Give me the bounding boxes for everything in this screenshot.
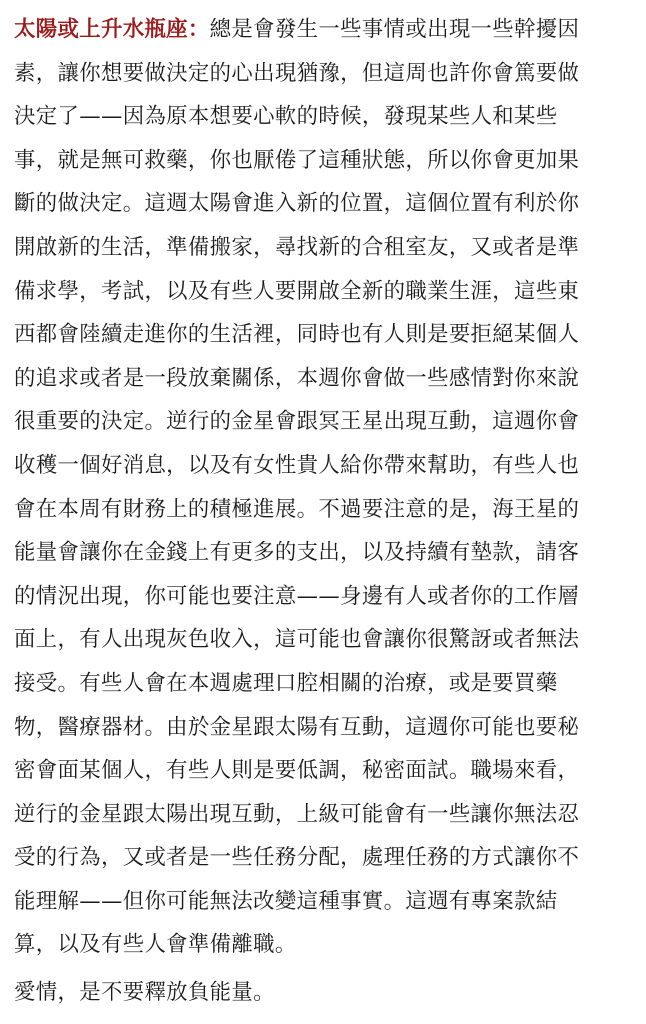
article-line-22: 算，以及有些人會準備離職。 [14,932,297,958]
article-line-9: 的追求或者是一段放棄關係，本週你會做一些感情對你來說 [14,365,580,391]
article-line-17: 物，醫療器材。由於金星跟太陽有互動，這週你可能也要秘 [14,714,580,740]
article-line-13: 能量會讓你在金錢上有更多的支出，以及持續有墊款，請客 [14,540,580,566]
article-text: 總是會發生一些事情或出現一些幹擾因 [209,17,580,42]
article-line-15: 面上，有人出現灰色收入，這可能也會讓你很驚訝或者無法 [14,627,580,653]
article-line-3: 決定了——因為原本想要心軟的時候，發現某些人和某些 [14,104,558,130]
article-line-5: 斷的做決定。這週太陽會進入新的位置，這個位置有利於你 [14,191,580,217]
horoscope-article [14,0,634,1015]
article-line-14: 的情況出現，你可能也要注意——身邊有人或者你的工作層 [14,583,580,609]
article-line-10: 很重要的決定。逆行的金星會跟冥王星出現互動，這週你會 [14,409,580,435]
article-line-11: 收穫一個好消息，以及有女性貴人給你帶來幫助，有些人也 [14,452,580,478]
article-line-18: 密會面某個人，有些人則是要低調，秘密面試。職場來看， [14,758,580,784]
article-line-19: 逆行的金星跟太陽出現互動，上級可能會有一些讓你無法忍 [14,801,580,827]
love-line: 愛情，是不要釋放負能量。 [14,980,275,1006]
article-line-21: 能理解——但你可能無法改變這種事實。這週有專案款結 [14,888,558,914]
article-line-12: 會在本周有財務上的積極進展。不過要注意的是，海王星的 [14,496,580,522]
article-line-16: 接受。有些人會在本週處理口腔相關的治療，或是要買藥 [14,670,558,696]
article-line-6: 開啟新的生活，準備搬家，尋找新的合租室友，又或者是準 [14,234,580,260]
article-line-1 [14,8,634,52]
article-line-8: 西都會陸續走進你的生活裡，同時也有人則是要拒絕某個人 [14,322,580,348]
sign-heading: 太陽或上升水瓶座： [14,17,210,42]
article-line-2: 素，讓你想要做決定的心出現猶豫，但這周也許你會篤要做 [14,60,580,86]
article-line-7: 備求學，考試，以及有些人要開啟全新的職業生涯，這些東 [14,278,580,304]
article-line-20: 受的行為，又或者是一些任務分配，處理任務的方式讓你不 [14,845,580,871]
article-line-4: 事，就是無可救藥，你也厭倦了這種狀態，所以你會更加果 [14,147,580,173]
